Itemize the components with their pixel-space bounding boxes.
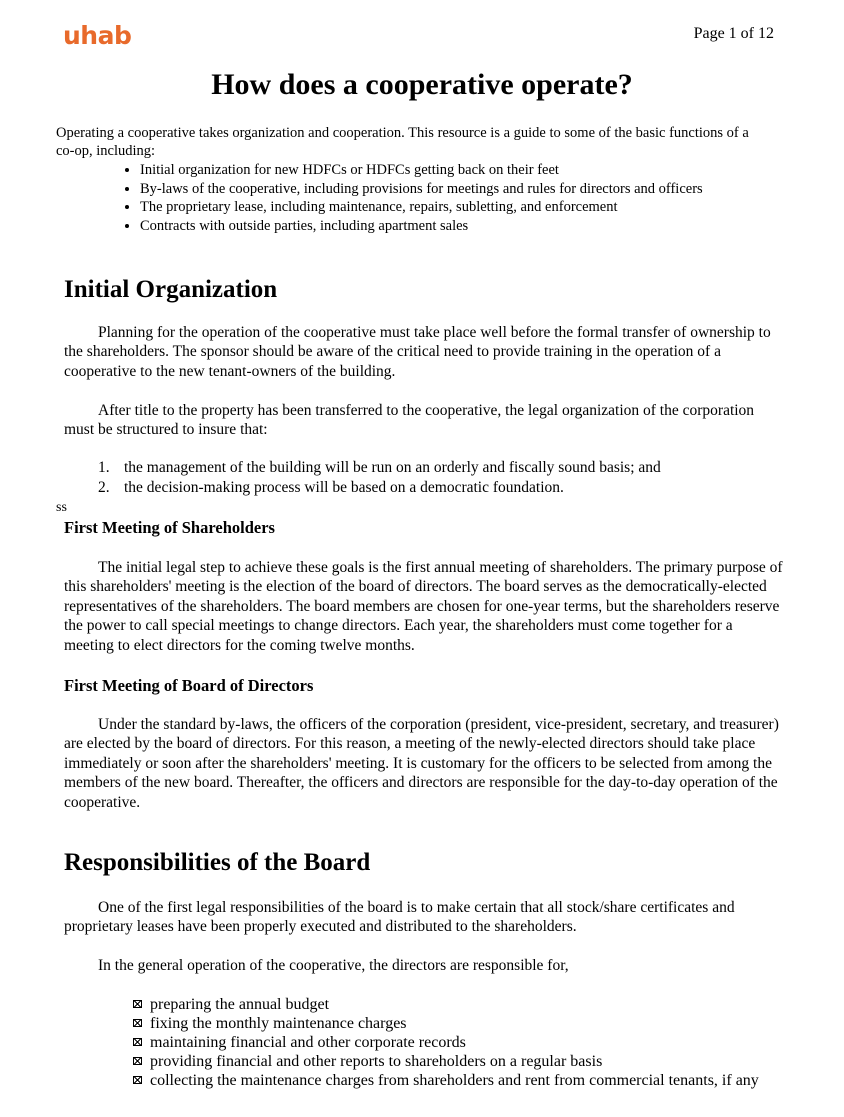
paragraph: Planning for the operation of the cooperative must take place well before the formal transfer of ownership to the shareholders. The sponsor should be aware of the critical need to provide training in the operation of a cooperative to the new tenant-owners of the building.: [64, 324, 771, 380]
list-text: providing financial and other reports to shareholders on a regular basis: [150, 1053, 603, 1070]
intro-section: [56, 124, 756, 235]
list-text: collecting the maintenance charges from shareholders and rent from commercial tenants, if any: [150, 1072, 759, 1089]
list-text: preparing the annual budget: [150, 996, 330, 1013]
page-number: Page 1 of 12: [693, 25, 774, 42]
intro-bullet-list: [56, 161, 756, 235]
heading-responsibilities-board: Responsibilities of the Board: [64, 849, 371, 876]
heading-initial-organization: Initial Organization: [64, 276, 278, 303]
list-text: maintaining financial and other corporate records: [150, 1034, 466, 1051]
heading-first-meeting-board: First Meeting of Board of Directors: [64, 676, 314, 695]
list-item: • Contracts with outside parties, including apartment sales: [140, 217, 756, 236]
list-item: [133, 1014, 783, 1033]
list-item: [64, 458, 784, 478]
paragraph: In the general operation of the cooperative, the directors are responsible for,: [98, 957, 569, 974]
checkbox-bullet-icon: [133, 1038, 142, 1046]
list-number: 2.: [98, 478, 110, 496]
responsibilities-list: [133, 995, 783, 1090]
list-text: the management of the building will be run on an orderly and fiscally sound basis; and: [124, 459, 661, 476]
list-text: the decision-making process will be based on a democratic foundation.: [124, 478, 564, 496]
list-item: [133, 995, 783, 1014]
checkbox-bullet-icon: [133, 1000, 142, 1008]
list-item: • By-laws of the cooperative, including provisions for meetings and rules for directors and officers: [140, 180, 756, 199]
list-item: [133, 1071, 783, 1090]
stray-text: ss: [56, 500, 67, 515]
list-number: 1.: [98, 459, 110, 476]
list-item: [133, 1052, 783, 1071]
heading-first-meeting-shareholders: First Meeting of Shareholders: [64, 518, 275, 537]
list-item: • Initial organization for new HDFCs or HDFCs getting back on their feet: [140, 161, 756, 180]
list-item: [133, 1033, 783, 1052]
paragraph: The initial legal step to achieve these goals is the first annual meeting of shareholders. The primary purpose of this shareholders' meeting is the election of the board of directors. The board serves as the democratically-elected representatives of the shareholders. The board members are chosen for one-year terms, but the shareholders reserve the power to call special meetings to change directors. Each year, the shareholders must come together for a meeting to elect directors for the coming twelve months.: [64, 559, 783, 654]
uhab-logo: [63, 22, 131, 50]
paragraph: One of the first legal responsibilities of the board is to make certain that all stock/share certificates and proprietary leases have been properly executed and distributed to the shareholders.: [64, 899, 735, 936]
intro-text: Operating a cooperative takes organization and cooperation. This resource is a guide to some of the basic functions of a co-op, including:: [56, 125, 749, 159]
numbered-list: [64, 458, 784, 497]
checkbox-bullet-icon: [133, 1019, 142, 1027]
checkbox-bullet-icon: [133, 1057, 142, 1065]
list-item: [64, 478, 784, 498]
paragraph: After title to the property has been transferred to the cooperative, the legal organization of the corporation must be structured to insure that:: [64, 402, 755, 439]
paragraph: Under the standard by-laws, the officers of the corporation (president, vice-president, secretary, and treasurer) are elected by the board of directors. For this reason, a meeting of the newly-elected directors should take place immediately or soon after the shareholders' meeting. It is customary for the officers to be selected from among the members of the new board. Thereafter, the officers and directors are responsible for the day-to-day operation of the cooperative.: [64, 716, 779, 811]
list-item: • The proprietary lease, including maintenance, repairs, subletting, and enforcement: [140, 198, 756, 217]
logo-text: uhab: [63, 21, 132, 50]
page-title: How does a cooperative operate?: [211, 68, 633, 101]
list-text: fixing the monthly maintenance charges: [150, 1015, 407, 1032]
checkbox-bullet-icon: [133, 1076, 142, 1084]
